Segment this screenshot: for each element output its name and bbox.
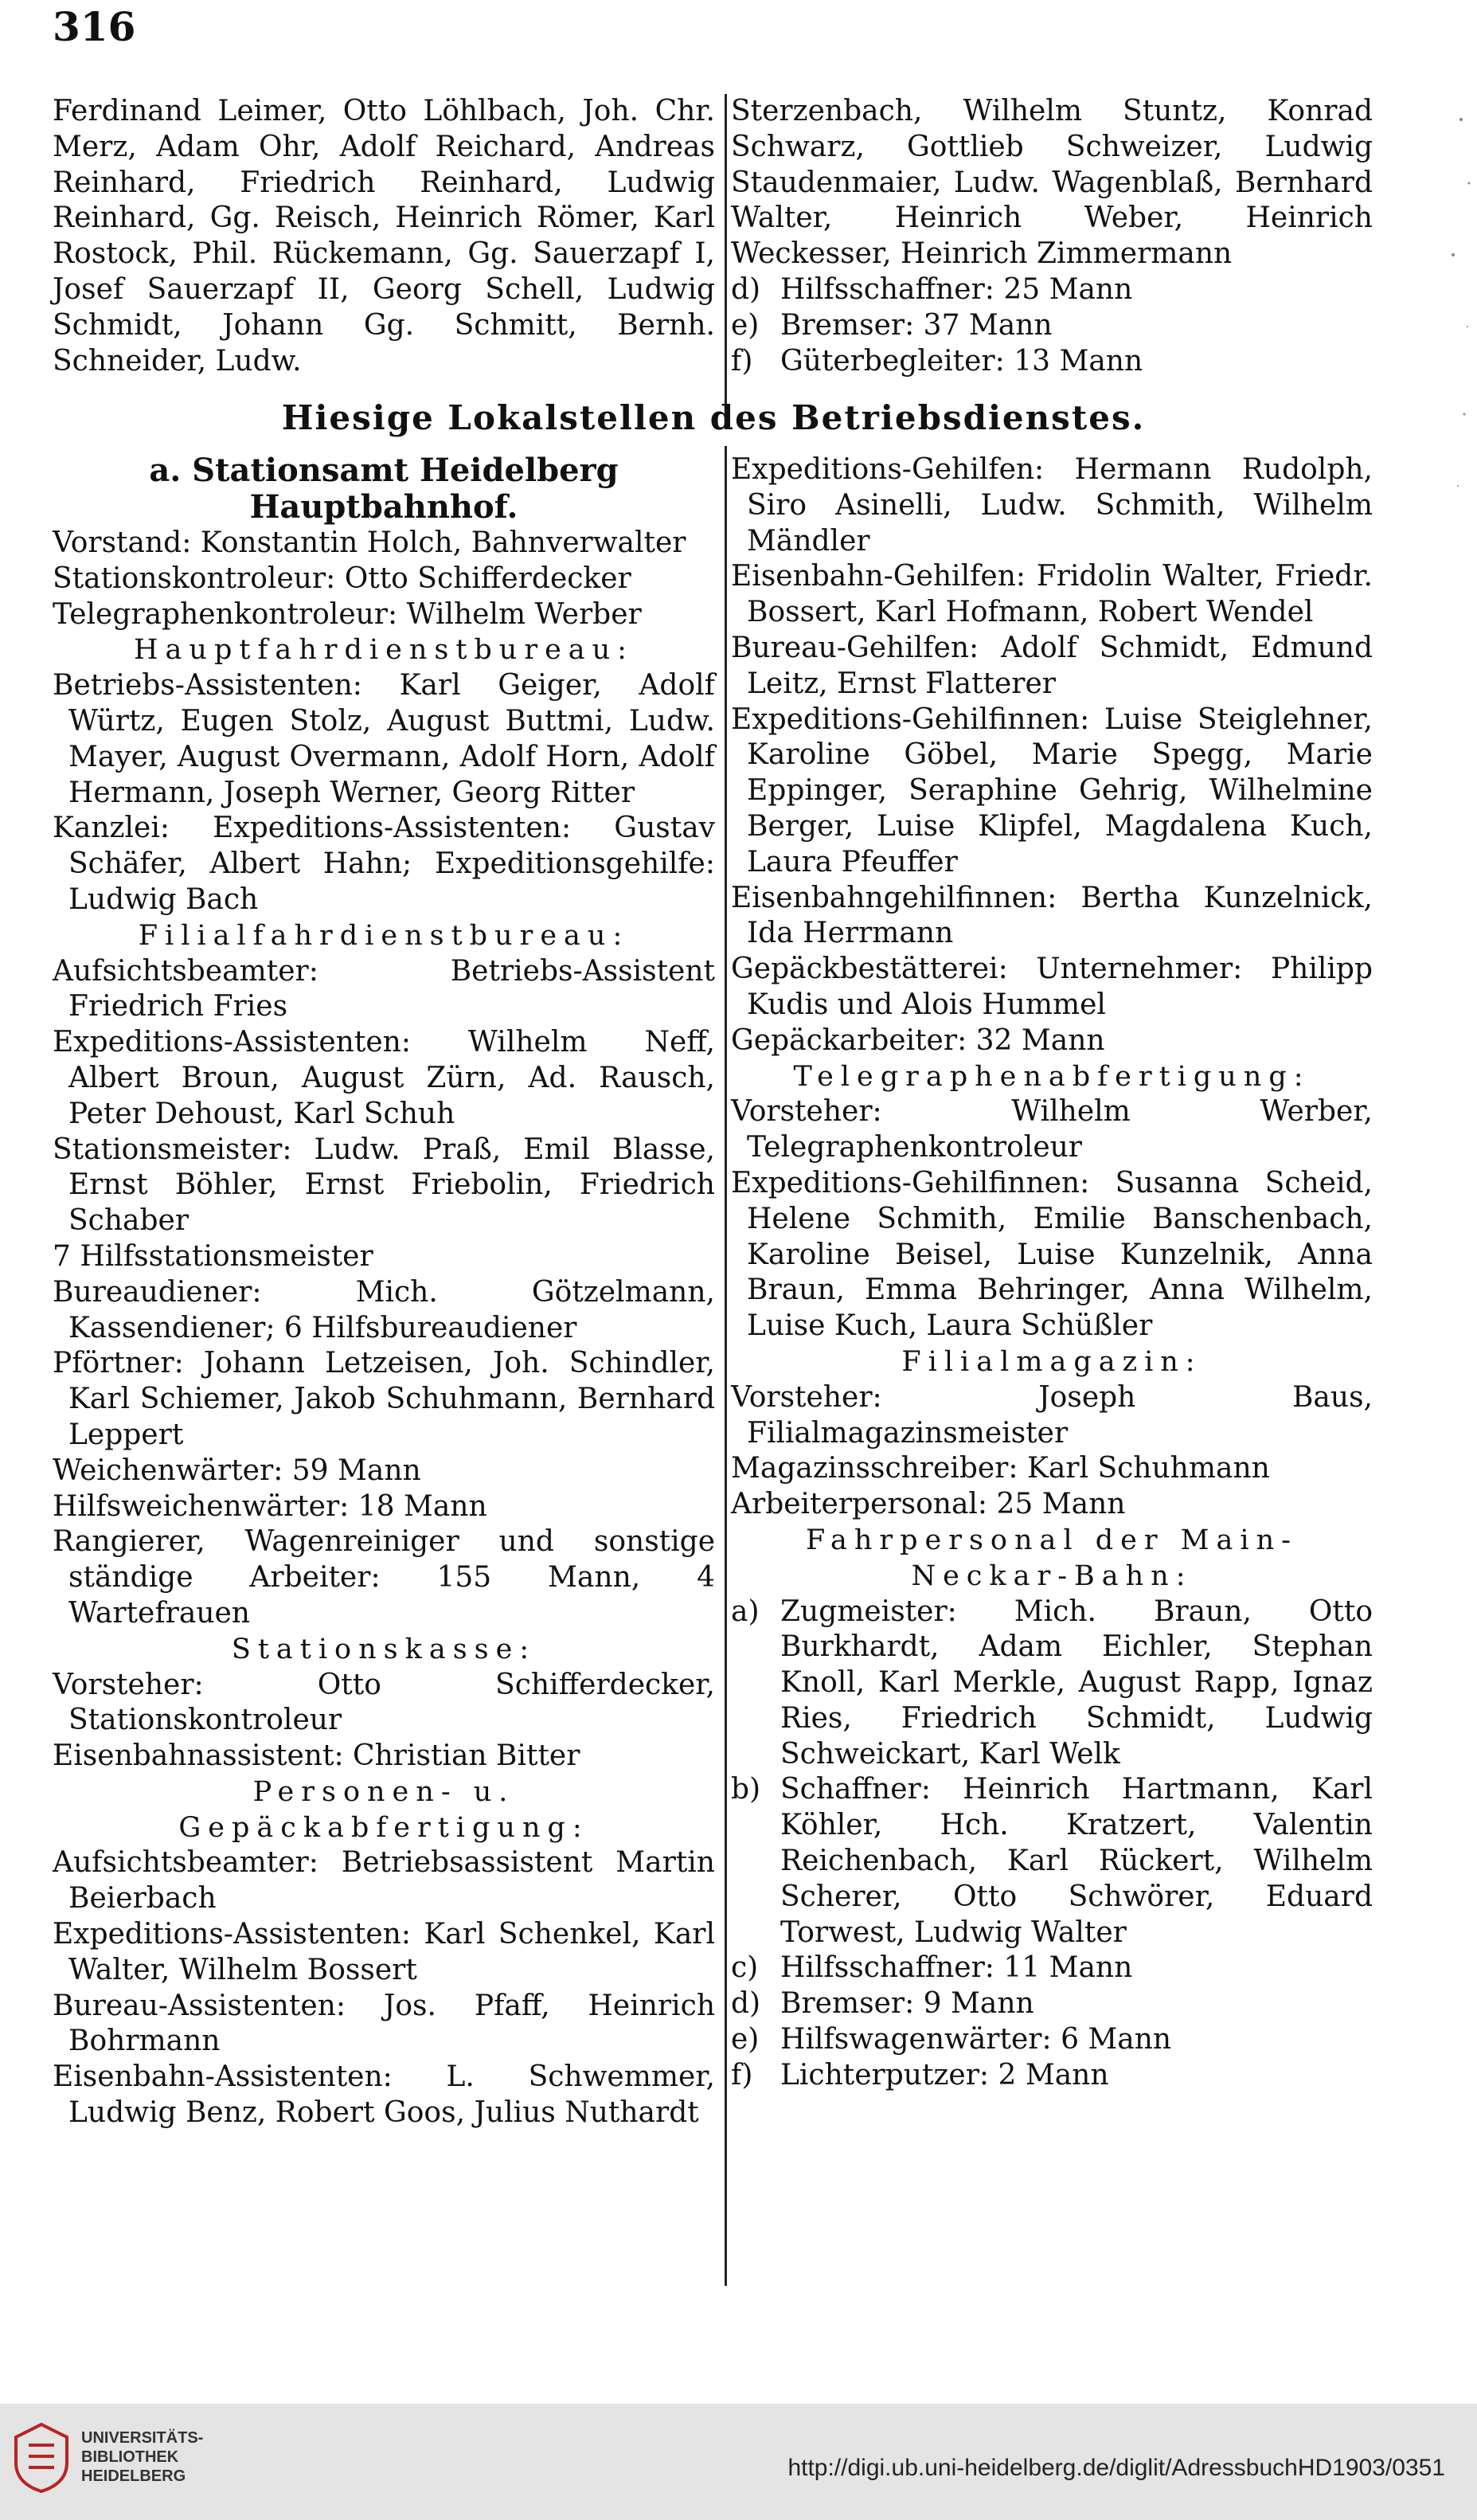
section-heading: Hauptfahrdienstbureau: [134, 634, 634, 667]
section-heading: Fahrpersonal der Main-Neckar-Bahn: [806, 1524, 1298, 1592]
section-heading: Stationskasse: [231, 1633, 537, 1665]
list-text: Schaffner: Heinrich Hartmann, Karl Köhler, Hch. Kratzert, Valentin Reichenbach, Karl Rückert, Wilhelm Scherer, Otto Schwörer, Eduard Torwest, Ludwig Walter [780, 1773, 1373, 1949]
directory-entry: Rangierer, Wagenreiniger und sonstige ständige Arbeiter: 155 Mann, 4 Wartefrauen [53, 1525, 715, 1630]
list-item [731, 344, 1373, 380]
list-marker: e) [731, 308, 760, 342]
directory-entry: Magazinsschreiber: Karl Schuhmann [731, 1452, 1270, 1485]
left-column [53, 452, 715, 2131]
list-item [731, 1595, 1373, 1773]
directory-entry: Aufsichtsbeamter: Betriebs-Assistent Friedrich Fries [53, 954, 715, 1023]
directory-entry: Eisenbahnassistent: Christian Bitter [53, 1739, 580, 1773]
directory-entry: Eisenbahn-Assistenten: L. Schwemmer, Ludwig Benz, Robert Goos, Julius Nuthardt [53, 2060, 715, 2130]
directory-entry: Stationskontroleur: Otto Schifferdecker [53, 562, 631, 595]
section-heading: Personen- u. Gepäckabfertigung: [178, 1775, 589, 1844]
list-text: Bremser: 37 Mann [780, 308, 1053, 342]
list-text: Güterbegleiter: 13 Mann [780, 344, 1143, 378]
list-text: Bremser: 9 Mann [780, 1987, 1034, 2021]
list-item [731, 1772, 1373, 1951]
directory-entry: Bureaudiener: Mich. Götzelmann, Kassendiener; 6 Hilfsbureaudiener [53, 1275, 715, 1344]
library-logo[interactable] [13, 2421, 203, 2493]
continuation-text: Sterzenbach, Wilhelm Stuntz, Konrad Schwarz, Gottlieb Schweizer, Ludwig Staudenmaier, Ludw. Wagenblaß, Bernhard Walter, Heinrich Weber, Heinrich Weckesser, Heinrich Zimmermann [731, 95, 1373, 271]
logo-line-1: UNIVERSITÄTS- [81, 2429, 204, 2447]
directory-entry: Hilfsweichenwärter: 18 Mann [53, 1489, 487, 1523]
list-marker: a) [731, 1595, 760, 1628]
top-right-continuation [731, 94, 1373, 379]
directory-entry: Eisenbahn-Gehilfen: Fridolin Walter, Friedr. Bossert, Karl Hofmann, Robert Wendel [731, 560, 1373, 629]
directory-entry: Weichenwärter: 59 Mann [53, 1454, 421, 1487]
logo-line-2: BIBLIOTHEK [81, 2448, 179, 2466]
list-item [731, 272, 1373, 308]
source-url[interactable]: http://digi.ub.uni-heidelberg.de/diglit/AdressbuchHD1903/0351 [787, 2455, 1445, 2481]
speckle-edge [1429, 0, 1477, 1991]
station-heading: a. Stationsamt Heidelberg Hauptbahnhof. [149, 452, 619, 526]
list-item [731, 308, 1373, 344]
list-item [731, 2022, 1373, 2058]
column-divider-top [725, 94, 727, 421]
column-divider-main [725, 446, 727, 2286]
directory-entry: Stationsmeister: Ludw. Praß, Emil Blasse, Ernst Böhler, Ernst Friebolin, Friedrich Schaber [53, 1133, 715, 1238]
scan-noise [1429, 0, 1477, 1991]
directory-entry: Kanzlei: Expeditions-Assistenten: Gustav Schäfer, Albert Hahn; Expeditionsgehilfe: Ludwig Bach [53, 812, 715, 916]
directory-entry: Vorsteher: Joseph Baus, Filialmagazinsmeister [731, 1380, 1373, 1450]
directory-entry: Gepäckbestätterei: Unternehmer: Philipp Kudis und Alois Hummel [731, 953, 1373, 1021]
list-text: Lichterputzer: 2 Mann [780, 2058, 1109, 2092]
directory-entry: Vorsteher: Otto Schifferdecker, Stationskontroleur [53, 1668, 715, 1737]
logo-line-3: HEIDELBERG [81, 2467, 186, 2485]
directory-entry: 7 Hilfsstationsmeister [53, 1239, 373, 1273]
continuation-text: Ferdinand Leimer, Otto Löhlbach, Joh. Chr. Merz, Adam Ohr, Adolf Reichard, Andreas Reinhard, Friedrich Reinhard, Ludwig Reinhard, Gg. Reisch, Heinrich Römer, Karl Rostock, Phil. Rückemann, Gg. Sauerzapf I, Josef Sauerzapf II, Georg Schell, Ludwig Schmidt, Johann Gg. Schmitt, Bernh. Schneider, Ludw. [53, 95, 715, 378]
seal-icon [13, 2421, 70, 2493]
directory-entry: Vorsteher: Wilhelm Werber, Telegraphenkontroleur [731, 1095, 1373, 1164]
list-text: Hilfsschaffner: 11 Mann [780, 1951, 1133, 1985]
directory-entry: Telegraphenkontroleur: Wilhelm Werber [53, 597, 642, 631]
directory-entry: Expeditions-Gehilfen: Hermann Rudolph, Siro Asinelli, Ludw. Schmith, Wilhelm Mändler [731, 453, 1373, 558]
list-marker: c) [731, 1951, 759, 1985]
directory-entry: Expeditions-Gehilfinnen: Susanna Scheid, Helene Schmith, Emilie Banschenbach, Karoline Beisel, Luise Kunzelnik, Anna Braun, Emma Behringer, Anna Wilhelm, Luise Kuch, Laura Schüßler [731, 1166, 1373, 1343]
list-marker: b) [731, 1773, 761, 1806]
list-marker: d) [731, 272, 761, 306]
directory-entry: Aufsichtsbeamter: Betriebsassistent Martin Beierbach [53, 1846, 715, 1915]
directory-entry: Arbeiterpersonal: 25 Mann [731, 1488, 1126, 1521]
directory-entry: Betriebs-Assistenten: Karl Geiger, Adolf Würtz, Eugen Stolz, August Buttmi, Ludw. Mayer, August Overmann, Adolf Horn, Adolf Hermann, Joseph Werner, Georg Ritter [53, 669, 715, 809]
list-item [731, 1986, 1373, 2022]
section-heading: Filialfahrdienstbureau: [138, 919, 630, 952]
list-marker: e) [731, 2023, 760, 2056]
top-left-continuation [53, 94, 715, 379]
right-column [731, 452, 1373, 2094]
list-text: Hilfsschaffner: 25 Mann [780, 272, 1133, 306]
page-number: 316 [53, 3, 136, 50]
directory-entry: Expeditions-Gehilfinnen: Luise Steiglehner, Karoline Göbel, Marie Spegg, Marie Eppinger, Seraphine Gehrig, Wilhelmine Berger, Luise Klipfel, Magdalena Kuch, Laura Pfeuffer [731, 702, 1373, 878]
directory-entry: Eisenbahngehilfinnen: Bertha Kunzelnick, Ida Herrmann [731, 881, 1373, 950]
list-text: Zugmeister: Mich. Braun, Otto Burkhardt, Adam Eichler, Stephan Knoll, Karl Merkle, August Rapp, Ignaz Ries, Friedrich Schmidt, Ludwig Schweickart, Karl Welk [780, 1595, 1373, 1771]
list-text: Hilfswagenwärter: 6 Mann [780, 2023, 1172, 2056]
directory-entry: Expeditions-Assistenten: Wilhelm Neff, Albert Broun, August Zürn, Ad. Rausch, Peter Dehoust, Karl Schuh [53, 1026, 715, 1130]
directory-entry: Gepäckarbeiter: 32 Mann [731, 1023, 1105, 1057]
section-heading: Filialmagazin: [901, 1345, 1202, 1378]
main-heading: Hiesige Lokalstellen des Betriebsdienstes. [281, 398, 1146, 437]
directory-entry: Vorstand: Konstantin Holch, Bahnverwalter [53, 526, 686, 559]
list-item [731, 2058, 1373, 2094]
list-marker: d) [731, 1987, 761, 2021]
list-item [731, 1951, 1373, 1986]
list-marker: f) [731, 344, 753, 378]
section-heading: Telegraphenabfertigung: [793, 1060, 1311, 1093]
directory-entry: Expeditions-Assistenten: Karl Schenkel, Karl Walter, Wilhelm Bossert [53, 1918, 715, 1986]
directory-entry: Pförtner: Johann Letzeisen, Joh. Schindler, Karl Schiemer, Jakob Schuhmann, Bernhard Leppert [53, 1347, 715, 1451]
directory-entry: Bureau-Assistenten: Jos. Pfaff, Heinrich Bohrmann [53, 1989, 715, 2058]
directory-entry: Bureau-Gehilfen: Adolf Schmidt, Edmund Leitz, Ernst Flatterer [731, 631, 1373, 700]
list-marker: f) [731, 2058, 753, 2092]
